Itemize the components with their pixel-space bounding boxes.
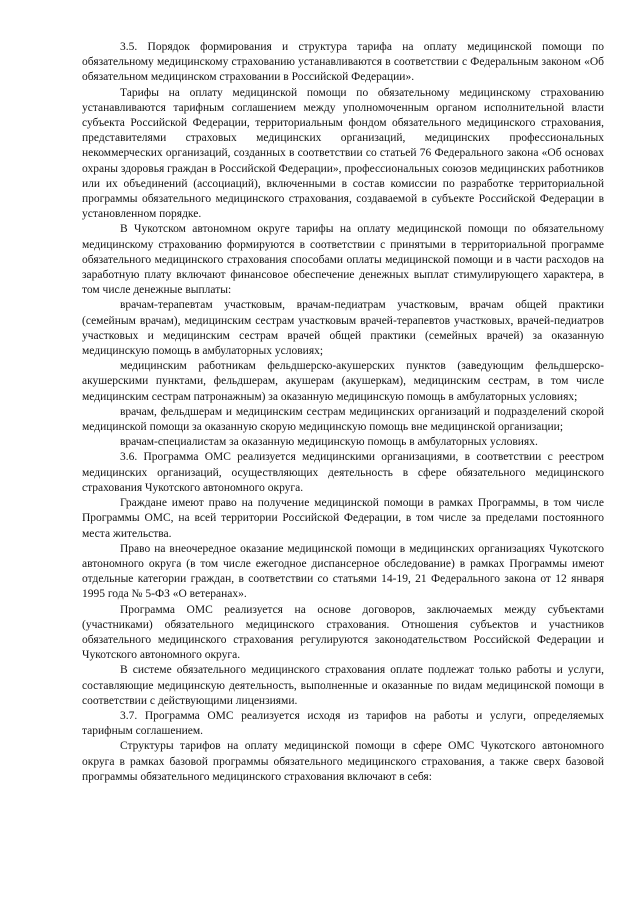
paragraph-contracts: Программа ОМС реализуется на основе договоров, заключаемых между субъектами (участниками) обязательного медицинского страхования. Отношения субъектов и участников обязательного медицинского страхования регулируются законодательством Российской Федерации и Чукотского автономного округа. (82, 603, 604, 662)
paragraph-payments-ambulance: врачам, фельдшерам и медицинским сестрам медицинских организаций и подразделений скорой медицинской помощи за оказанную скорую медицинскую помощь вне медицинской организации; (82, 405, 604, 434)
paragraph-tariffs-establishment: Тарифы на оплату медицинской помощи по обязательному медицинскому страхованию устанавливаются тарифным соглашением между уполномоченным органом исполнительной власти субъекта Российской Федерации, территориальным фондом обязательного медицинского страхования, представителями страховых медицинских организаций, медицинских профессиональных некоммерческих организаций, созданных в соответствии со статьей 76 Федерального закона «Об основах охраны здоровья граждан в Российской Федерации», профессиональных союзов медицинских работников или их объединений (ассоциаций), включенными в состав комиссии по разработке территориальной программы обязательного медицинского страхования, создаваемой в субъекте Российской Федерации в установленном порядке. (82, 86, 604, 221)
paragraph-3-6: 3.6. Программа ОМС реализуется медицинскими организациями, в соответствии с реестром медицинских организаций, осуществляющих деятельность в сфере обязательного медицинского страхования Чукотского автономного округа. (82, 451, 604, 494)
paragraph-citizens-rights: Граждане имеют право на получение медицинской помощи в рамках Программы, в том числе Программы ОМС, на всей территории Российской Федерации, в том числе за пределами постоянного места жительства. (82, 497, 604, 540)
paragraph-priority-care: Право на внеочередное оказание медицинской помощи в медицинских организациях Чукотского автономного округа (в том числе ежегодное диспансерное обследование) в рамках Программы имеют отдельные категории граждан, в соответствии со статьями 14-19, 21 Федерального закона от 12 января 1995 года № 5-ФЗ «О ветеранах». (82, 542, 604, 601)
document-page (82, 40, 604, 785)
paragraph-3-5: 3.5. Порядок формирования и структура тарифа на оплату медицинской помощи по обязательному медицинскому страхованию устанавливаются в соответствии с Федеральным законом «Об обязательном медицинском страховании в Российской Федерации». (82, 41, 604, 84)
paragraph-payments-specialists: врачам-специалистам за оказанную медицинскую помощь в амбулаторных условиях. (120, 436, 538, 449)
paragraph-payments-feldsher: медицинским работникам фельдшерско-акушерских пунктов (заведующим фельдшерско-акушерскими пунктами, фельдшерам, акушерам (акушеркам), медицинским сестрам, в том числе медицинским сестрам патронажным) за оказанную медицинскую помощь в амбулаторных условиях; (82, 360, 604, 403)
paragraph-tariff-structures: Структуры тарифов на оплату медицинской помощи в сфере ОМС Чукотского автономного округа в рамках базовой программы обязательного медицинского страхования, а также сверх базовой программы обязательного медицинского страхования включают в себя: (82, 740, 604, 783)
paragraph-chukotka-tariffs: В Чукотском автономном округе тарифы на оплату медицинской помощи по обязательному медицинскому страхованию формируются в соответствии с принятыми в территориальной программе обязательного медицинского страхования способами оплаты медицинской помощи и в части расходов на заработную плату включают финансовое обеспечение денежных выплат стимулирующего характера, в том числе денежные выплаты: (82, 223, 604, 297)
paragraph-licensed-services: В системе обязательного медицинского страхования оплате подлежат только работы и услуги, составляющие медицинскую деятельность, выполненные и оказанные по видам медицинской помощи в соответствии с действующими лицензиями. (82, 664, 604, 707)
paragraph-3-7: 3.7. Программа ОМС реализуется исходя из тарифов на работы и услуги, определяемых тарифным соглашением. (82, 709, 604, 738)
paragraph-payments-therapists: врачам-терапевтам участковым, врачам-педиатрам участковым, врачам общей практики (семейным врачам), медицинским сестрам участковым врачей-терапевтов участковых, врачей-педиатров участковых и медицинским сестрам врачей общей практики (семейных врачей) за оказанную медицинскую помощь в амбулаторных условиях; (82, 299, 604, 358)
